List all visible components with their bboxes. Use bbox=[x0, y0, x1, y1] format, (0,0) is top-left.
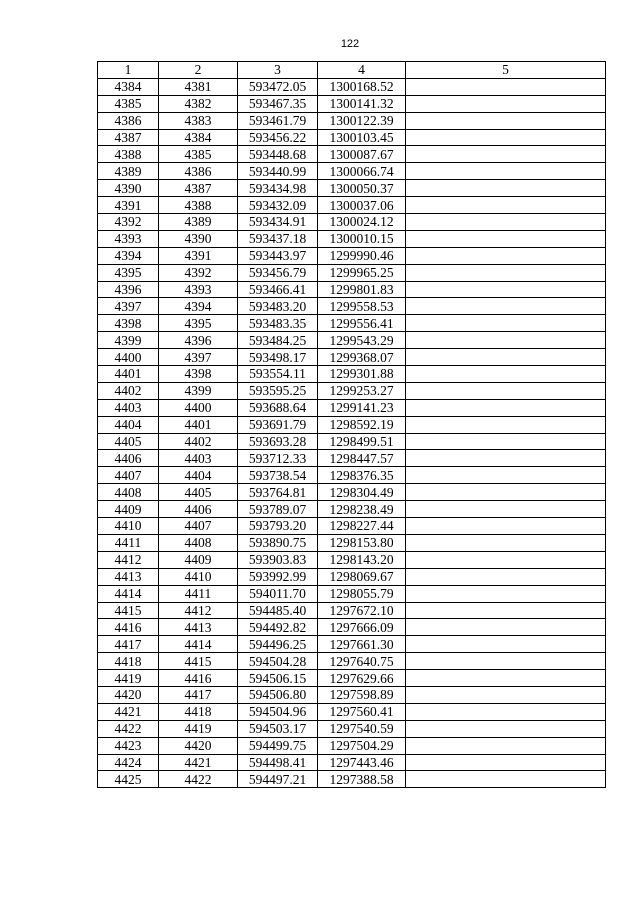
table-row bbox=[98, 382, 606, 399]
table-cell: 1297598.89 bbox=[318, 686, 406, 703]
table-cell: 4403 bbox=[98, 399, 159, 416]
table-row bbox=[98, 636, 606, 653]
table-row bbox=[98, 433, 606, 450]
table-cell: 1300087.67 bbox=[318, 146, 406, 163]
table-cell bbox=[406, 501, 606, 518]
table-cell: 4399 bbox=[98, 332, 159, 349]
table-cell: 4418 bbox=[159, 703, 238, 720]
table-cell: 1298238.49 bbox=[318, 501, 406, 518]
table-cell bbox=[406, 534, 606, 551]
table-cell: 1298304.49 bbox=[318, 484, 406, 501]
table-cell: 4396 bbox=[98, 281, 159, 298]
table-cell bbox=[406, 146, 606, 163]
table-row bbox=[98, 197, 606, 214]
table-cell: 4393 bbox=[98, 230, 159, 247]
table-cell: 594496.25 bbox=[238, 636, 318, 653]
table-cell: 593554.11 bbox=[238, 366, 318, 383]
coordinates-table bbox=[97, 61, 606, 788]
table-cell: 4386 bbox=[159, 163, 238, 180]
table-cell: 4415 bbox=[98, 602, 159, 619]
table-cell: 594503.17 bbox=[238, 720, 318, 737]
table-cell: 4395 bbox=[98, 264, 159, 281]
table-cell: 594485.40 bbox=[238, 602, 318, 619]
table-row bbox=[98, 78, 606, 95]
table-cell bbox=[406, 230, 606, 247]
table-cell: 4382 bbox=[159, 95, 238, 112]
table-cell bbox=[406, 467, 606, 484]
table-row bbox=[98, 568, 606, 585]
table-cell bbox=[406, 737, 606, 754]
table-cell: 594011.70 bbox=[238, 585, 318, 602]
table-cell bbox=[406, 382, 606, 399]
table-row bbox=[98, 112, 606, 129]
table-cell: 1298499.51 bbox=[318, 433, 406, 450]
table-cell: 4416 bbox=[98, 619, 159, 636]
table-row bbox=[98, 450, 606, 467]
table-cell: 4414 bbox=[159, 636, 238, 653]
table-cell: 4422 bbox=[98, 720, 159, 737]
table-cell: 593483.35 bbox=[238, 315, 318, 332]
table-cell bbox=[406, 686, 606, 703]
table-row bbox=[98, 653, 606, 670]
table-cell: 593472.05 bbox=[238, 78, 318, 95]
page-number: 122 bbox=[340, 38, 360, 50]
table-cell: 4396 bbox=[159, 332, 238, 349]
column-header: 3 bbox=[238, 62, 318, 79]
table-cell: 4394 bbox=[98, 247, 159, 264]
table-cell: 4389 bbox=[98, 163, 159, 180]
table-row bbox=[98, 180, 606, 197]
column-header: 1 bbox=[98, 62, 159, 79]
table-cell bbox=[406, 366, 606, 383]
table-cell: 4412 bbox=[98, 551, 159, 568]
table-row bbox=[98, 416, 606, 433]
table-cell: 1299558.53 bbox=[318, 298, 406, 315]
table-cell: 4416 bbox=[159, 670, 238, 687]
table-cell: 4417 bbox=[98, 636, 159, 653]
table-cell bbox=[406, 670, 606, 687]
table-cell bbox=[406, 78, 606, 95]
table-cell: 1299301.88 bbox=[318, 366, 406, 383]
table-cell: 1298227.44 bbox=[318, 518, 406, 535]
table-cell: 593467.35 bbox=[238, 95, 318, 112]
table-cell: 1300168.52 bbox=[318, 78, 406, 95]
table-cell: 1300037.06 bbox=[318, 197, 406, 214]
table-cell: 593992.99 bbox=[238, 568, 318, 585]
table-cell: 4385 bbox=[159, 146, 238, 163]
table-row bbox=[98, 754, 606, 771]
table-cell: 593764.81 bbox=[238, 484, 318, 501]
table-cell: 4388 bbox=[98, 146, 159, 163]
table-cell: 4415 bbox=[159, 653, 238, 670]
table-cell: 4406 bbox=[98, 450, 159, 467]
table-cell: 4381 bbox=[159, 78, 238, 95]
table-cell bbox=[406, 247, 606, 264]
table-row bbox=[98, 366, 606, 383]
table-cell: 4409 bbox=[98, 501, 159, 518]
table-cell: 1300066.74 bbox=[318, 163, 406, 180]
table-cell: 1297672.10 bbox=[318, 602, 406, 619]
table-cell: 593595.25 bbox=[238, 382, 318, 399]
table-cell: 4400 bbox=[98, 349, 159, 366]
table-cell: 593456.79 bbox=[238, 264, 318, 281]
table-cell: 593688.64 bbox=[238, 399, 318, 416]
table-cell: 593448.68 bbox=[238, 146, 318, 163]
table-cell: 1299965.25 bbox=[318, 264, 406, 281]
table-cell: 594492.82 bbox=[238, 619, 318, 636]
table-cell: 4402 bbox=[98, 382, 159, 399]
table-cell: 4419 bbox=[159, 720, 238, 737]
table-cell: 593432.09 bbox=[238, 197, 318, 214]
table-cell: 593890.75 bbox=[238, 534, 318, 551]
table-cell bbox=[406, 602, 606, 619]
table-cell bbox=[406, 416, 606, 433]
table-cell: 593712.33 bbox=[238, 450, 318, 467]
table-cell: 1297504.29 bbox=[318, 737, 406, 754]
table-cell: 4387 bbox=[98, 129, 159, 146]
table-cell: 4401 bbox=[98, 366, 159, 383]
table-row bbox=[98, 315, 606, 332]
table-cell: 1297640.75 bbox=[318, 653, 406, 670]
table-cell: 4411 bbox=[98, 534, 159, 551]
table-row bbox=[98, 214, 606, 231]
column-header: 4 bbox=[318, 62, 406, 79]
table-cell: 593793.20 bbox=[238, 518, 318, 535]
table-cell: 593498.17 bbox=[238, 349, 318, 366]
table-cell: 4425 bbox=[98, 771, 159, 788]
table-cell: 593483.20 bbox=[238, 298, 318, 315]
table-cell: 1297560.41 bbox=[318, 703, 406, 720]
column-header: 2 bbox=[159, 62, 238, 79]
table-cell: 4390 bbox=[98, 180, 159, 197]
table-cell: 4413 bbox=[98, 568, 159, 585]
table-cell: 594506.80 bbox=[238, 686, 318, 703]
table-cell: 4408 bbox=[98, 484, 159, 501]
table-cell: 4421 bbox=[159, 754, 238, 771]
table-cell: 4397 bbox=[159, 349, 238, 366]
table-cell: 1297661.30 bbox=[318, 636, 406, 653]
table-cell bbox=[406, 720, 606, 737]
table-cell: 4405 bbox=[98, 433, 159, 450]
table-cell bbox=[406, 568, 606, 585]
table-cell: 4410 bbox=[159, 568, 238, 585]
table-cell bbox=[406, 653, 606, 670]
table-cell: 593466.41 bbox=[238, 281, 318, 298]
table-cell: 4414 bbox=[98, 585, 159, 602]
table-cell: 4401 bbox=[159, 416, 238, 433]
table-row bbox=[98, 670, 606, 687]
table-cell: 1297540.59 bbox=[318, 720, 406, 737]
table-cell: 4412 bbox=[159, 602, 238, 619]
table-cell bbox=[406, 112, 606, 129]
table-cell bbox=[406, 214, 606, 231]
table-cell: 1298153.80 bbox=[318, 534, 406, 551]
table-cell: 593440.99 bbox=[238, 163, 318, 180]
table-cell bbox=[406, 349, 606, 366]
table-row bbox=[98, 230, 606, 247]
table-cell: 4400 bbox=[159, 399, 238, 416]
table-cell: 1300141.32 bbox=[318, 95, 406, 112]
table-row bbox=[98, 95, 606, 112]
table-cell: 4420 bbox=[159, 737, 238, 754]
table-cell: 4421 bbox=[98, 703, 159, 720]
table-row bbox=[98, 163, 606, 180]
table-header-row bbox=[98, 62, 606, 79]
table-cell: 4399 bbox=[159, 382, 238, 399]
table-cell bbox=[406, 754, 606, 771]
table-cell: 1300103.45 bbox=[318, 129, 406, 146]
table-cell: 4403 bbox=[159, 450, 238, 467]
table-cell: 4392 bbox=[159, 264, 238, 281]
table-cell: 1299801.83 bbox=[318, 281, 406, 298]
table-cell: 1299141.23 bbox=[318, 399, 406, 416]
table-cell: 593738.54 bbox=[238, 467, 318, 484]
table-cell: 1297443.46 bbox=[318, 754, 406, 771]
table-cell: 593484.25 bbox=[238, 332, 318, 349]
table-row bbox=[98, 737, 606, 754]
table-row bbox=[98, 551, 606, 568]
table-row bbox=[98, 484, 606, 501]
table-row bbox=[98, 771, 606, 788]
table-cell: 4384 bbox=[159, 129, 238, 146]
table-row bbox=[98, 281, 606, 298]
table-cell: 1300050.37 bbox=[318, 180, 406, 197]
table-cell: 4418 bbox=[98, 653, 159, 670]
table-cell: 1297388.58 bbox=[318, 771, 406, 788]
table-cell: 593434.98 bbox=[238, 180, 318, 197]
table-cell bbox=[406, 433, 606, 450]
table-row bbox=[98, 298, 606, 315]
table-cell bbox=[406, 95, 606, 112]
table-cell: 4390 bbox=[159, 230, 238, 247]
table-cell: 4402 bbox=[159, 433, 238, 450]
table-cell: 4389 bbox=[159, 214, 238, 231]
table-cell: 4405 bbox=[159, 484, 238, 501]
table-cell: 593434.91 bbox=[238, 214, 318, 231]
table-cell bbox=[406, 484, 606, 501]
table-cell bbox=[406, 129, 606, 146]
table-cell: 4423 bbox=[98, 737, 159, 754]
table-cell: 1299253.27 bbox=[318, 382, 406, 399]
table-cell bbox=[406, 315, 606, 332]
table-cell: 1299543.29 bbox=[318, 332, 406, 349]
table-cell: 593903.83 bbox=[238, 551, 318, 568]
table-cell: 4393 bbox=[159, 281, 238, 298]
table-cell: 4392 bbox=[98, 214, 159, 231]
table-cell: 593443.97 bbox=[238, 247, 318, 264]
table-cell: 1298069.67 bbox=[318, 568, 406, 585]
table-cell: 1297666.09 bbox=[318, 619, 406, 636]
table-cell: 4408 bbox=[159, 534, 238, 551]
table-cell: 4387 bbox=[159, 180, 238, 197]
table-row bbox=[98, 399, 606, 416]
table-cell: 4420 bbox=[98, 686, 159, 703]
table-cell: 593691.79 bbox=[238, 416, 318, 433]
table-cell: 4413 bbox=[159, 619, 238, 636]
table-cell: 1298447.57 bbox=[318, 450, 406, 467]
table-cell: 4419 bbox=[98, 670, 159, 687]
table-row bbox=[98, 349, 606, 366]
table-cell: 4397 bbox=[98, 298, 159, 315]
table-cell: 4384 bbox=[98, 78, 159, 95]
table-cell bbox=[406, 332, 606, 349]
table-row bbox=[98, 146, 606, 163]
table-row bbox=[98, 129, 606, 146]
table-row bbox=[98, 247, 606, 264]
table-row bbox=[98, 467, 606, 484]
table-cell: 1298376.35 bbox=[318, 467, 406, 484]
table-cell: 4407 bbox=[159, 518, 238, 535]
table-cell: 4422 bbox=[159, 771, 238, 788]
table-row bbox=[98, 602, 606, 619]
table-cell: 4411 bbox=[159, 585, 238, 602]
table-cell: 1300024.12 bbox=[318, 214, 406, 231]
table-row bbox=[98, 686, 606, 703]
table-cell bbox=[406, 551, 606, 568]
table-cell bbox=[406, 450, 606, 467]
table-cell: 4388 bbox=[159, 197, 238, 214]
table-cell: 4395 bbox=[159, 315, 238, 332]
table-cell: 593437.18 bbox=[238, 230, 318, 247]
table-row bbox=[98, 518, 606, 535]
table-cell bbox=[406, 399, 606, 416]
table-cell: 1300122.39 bbox=[318, 112, 406, 129]
table-cell: 593461.79 bbox=[238, 112, 318, 129]
table-cell: 594506.15 bbox=[238, 670, 318, 687]
table-cell bbox=[406, 281, 606, 298]
table-row bbox=[98, 619, 606, 636]
table-cell: 4424 bbox=[98, 754, 159, 771]
table-cell: 593789.07 bbox=[238, 501, 318, 518]
table-cell: 4417 bbox=[159, 686, 238, 703]
table-row bbox=[98, 703, 606, 720]
table-cell: 4394 bbox=[159, 298, 238, 315]
table-cell bbox=[406, 703, 606, 720]
table-row bbox=[98, 501, 606, 518]
table-cell: 594498.41 bbox=[238, 754, 318, 771]
table-cell bbox=[406, 298, 606, 315]
table-cell: 1299556.41 bbox=[318, 315, 406, 332]
table-row bbox=[98, 585, 606, 602]
table-cell: 1300010.15 bbox=[318, 230, 406, 247]
table-cell: 1298592.19 bbox=[318, 416, 406, 433]
table-cell bbox=[406, 197, 606, 214]
table-cell: 594504.96 bbox=[238, 703, 318, 720]
table-cell: 4410 bbox=[98, 518, 159, 535]
table-cell: 4386 bbox=[98, 112, 159, 129]
table-cell bbox=[406, 518, 606, 535]
table-row bbox=[98, 264, 606, 281]
table-cell bbox=[406, 585, 606, 602]
table-cell: 4404 bbox=[98, 416, 159, 433]
table-cell: 4406 bbox=[159, 501, 238, 518]
table-cell: 4407 bbox=[98, 467, 159, 484]
table-row bbox=[98, 332, 606, 349]
table-cell bbox=[406, 636, 606, 653]
table-cell: 4391 bbox=[98, 197, 159, 214]
table-cell bbox=[406, 264, 606, 281]
table-cell: 4404 bbox=[159, 467, 238, 484]
table-cell: 1299990.46 bbox=[318, 247, 406, 264]
table-cell: 4391 bbox=[159, 247, 238, 264]
table-cell: 4398 bbox=[98, 315, 159, 332]
table-cell: 4383 bbox=[159, 112, 238, 129]
table-cell: 594497.21 bbox=[238, 771, 318, 788]
table-cell: 593693.28 bbox=[238, 433, 318, 450]
table-cell: 594504.28 bbox=[238, 653, 318, 670]
table-cell: 4398 bbox=[159, 366, 238, 383]
table-cell bbox=[406, 180, 606, 197]
table-cell bbox=[406, 619, 606, 636]
table-cell: 1299368.07 bbox=[318, 349, 406, 366]
column-header: 5 bbox=[406, 62, 606, 79]
table-row bbox=[98, 534, 606, 551]
table-cell bbox=[406, 163, 606, 180]
table-cell: 594499.75 bbox=[238, 737, 318, 754]
table-cell: 1298143.20 bbox=[318, 551, 406, 568]
table-cell: 4385 bbox=[98, 95, 159, 112]
table-cell: 4409 bbox=[159, 551, 238, 568]
table-cell: 593456.22 bbox=[238, 129, 318, 146]
table-row bbox=[98, 720, 606, 737]
table-cell: 1297629.66 bbox=[318, 670, 406, 687]
table-cell: 1298055.79 bbox=[318, 585, 406, 602]
table-cell bbox=[406, 771, 606, 788]
